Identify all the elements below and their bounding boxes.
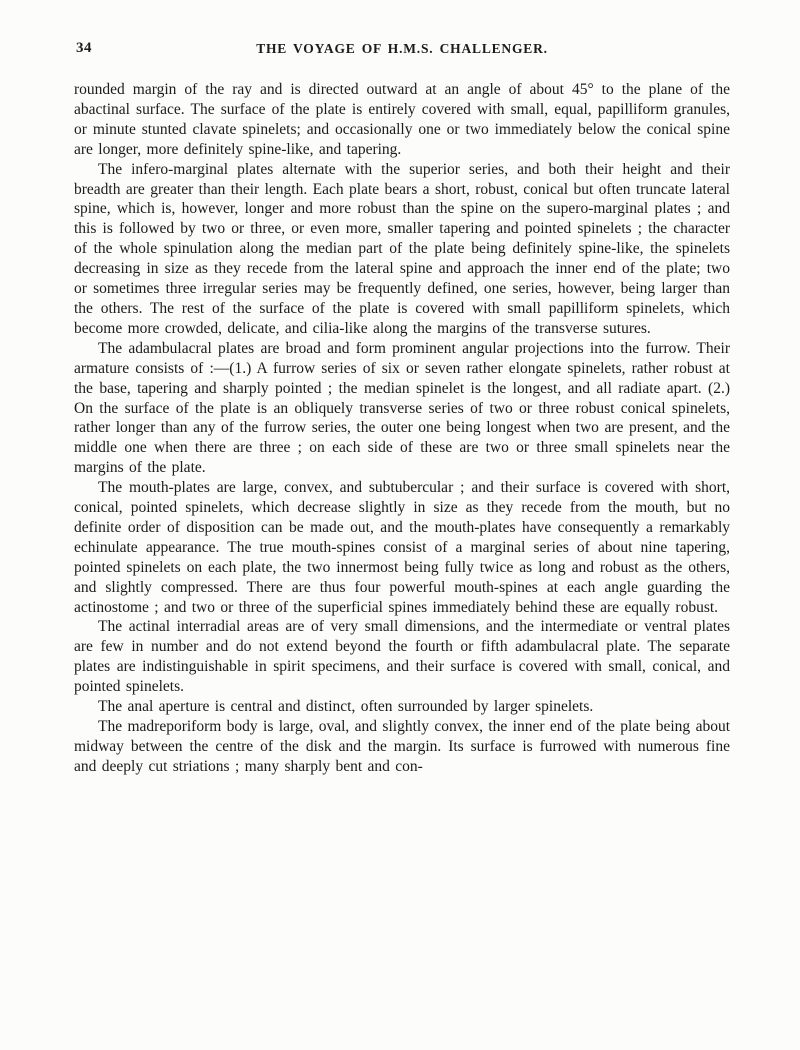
page-number: 34	[76, 40, 92, 56]
paragraph: The madreporiform body is large, oval, and slightly convex, the inner end of the plate being about midway between the centre of the disk and the margin. Its surface is furrowed with numerous fine and deeply cut striations ; many sharply bent and con-	[74, 718, 730, 775]
page-header	[74, 40, 730, 60]
paragraph: The infero-marginal plates alternate with the superior series, and both their height and their breadth are greater than their length. Each plate bears a short, robust, conical but often truncate lateral spine, which is, however, longer and more robust than the spine on the supero-marginal plates ; and this is followed by two or three, or even more, smaller tapering and pointed spinelets ; the character of the whole spinulation along the median part of the plate being definitely spine-like, the spinelets decreasing in size as they recede from the lateral spine and approach the inner end of the plate; two or sometimes three irregular series may be frequently defined, one series, however, being larger than the others. The rest of the surface of the plate is covered with small papilliform spinelets, which become more crowded, delicate, and cilia-like along the margins of the transverse sutures.	[74, 160, 730, 337]
paragraph: The adambulacral plates are broad and form prominent angular projections into the furrow. Their armature consists of :—(1.) A furrow series of six or seven rather elongate spinelets, rather robust at the base, tapering and sharply pointed ; the median spinelet is the longest, and all radiate apart. (2.) On the surface of the plate is an obliquely transverse series of two or three robust conical spinelets, rather longer than any of the furrow series, the outer one being longest when two are present, and the middle one when there are three ; on each side of these are two or three small spinelets near the margins of the plate.	[74, 339, 730, 477]
paragraph: The anal aperture is central and distinct, often surrounded by larger spinelets.	[98, 698, 594, 716]
text-block	[74, 80, 730, 777]
running-title: THE VOYAGE OF H.M.S. CHALLENGER.	[256, 41, 548, 56]
paragraph: rounded margin of the ray and is directed outward at an angle of about 45° to the plane of the abactinal surface. The surface of the plate is entirely covered with small, equal, papilliform granules, or minute stunted clavate spinelets; and occasionally one or two immediately below the conical spine are longer, more definitely spine-like, and tapering.	[74, 81, 730, 158]
paragraph: The actinal interradial areas are of very small dimensions, and the intermediate or ventral plates are few in number and do not extend beyond the fourth or fifth adambulacral plate. The separate plates are indistinguishable in spirit specimens, and their surface is covered with small, conical, and pointed spinelets.	[74, 618, 730, 696]
paragraph: The mouth-plates are large, convex, and subtubercular ; and their surface is covered with short, conical, pointed spinelets, which decrease slightly in size as they recede from the mouth, but no definite order of disposition can be made out, and the mouth-plates have consequently a remarkably echinulate appearance. The true mouth-spines consist of a marginal series of about nine tapering, pointed spinelets on each plate, the two innermost being fully twice as long and robust as the others, and slightly compressed. There are thus four powerful mouth-spines at each angle guarding the actinostome ; and two or three of the superficial spines immediately behind these are equally robust.	[74, 479, 730, 616]
